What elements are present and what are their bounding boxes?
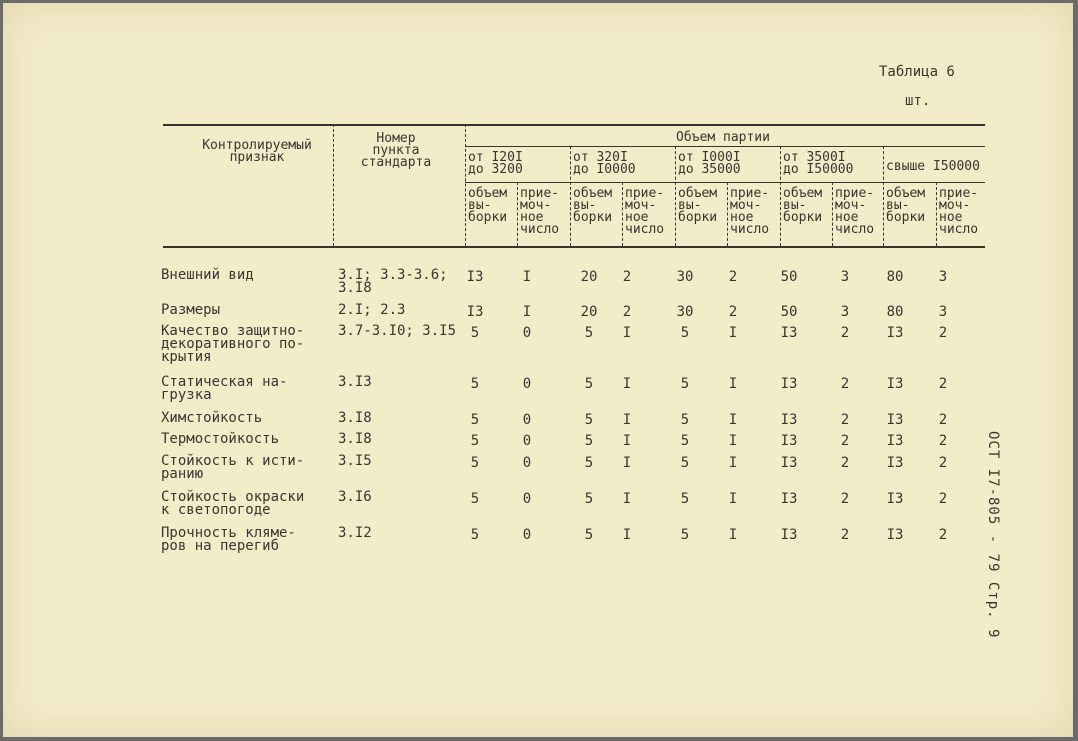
table-cell: I [728, 527, 738, 543]
row-clause: 3.I2 [338, 525, 372, 541]
table-cell: 50 [780, 269, 798, 285]
column-divider [570, 146, 571, 246]
table-cell: I [622, 376, 632, 392]
table-cell: 5 [470, 325, 480, 341]
table-cell: 5 [584, 491, 594, 507]
table-cell: 20 [580, 269, 598, 285]
table-cell: 5 [584, 325, 594, 341]
lot-range-header: свыше I50000 [886, 159, 980, 174]
table-cell: I3 [886, 325, 904, 341]
table-cell: 20 [580, 304, 598, 320]
table-cell: 5 [470, 412, 480, 428]
table-cell: 5 [584, 455, 594, 471]
table-cell: I3 [886, 412, 904, 428]
table-cell: 0 [522, 376, 532, 392]
table-cell: I [728, 491, 738, 507]
table-cell: I3 [780, 455, 798, 471]
column-divider [780, 146, 781, 246]
table-cell: 2 [840, 325, 850, 341]
group-rule [465, 146, 985, 147]
table-cell: 3 [938, 269, 948, 285]
row-clause: 3.7-3.I0; 3.I5 [338, 323, 457, 339]
table-cell: 5 [680, 527, 690, 543]
header-feature: Контролируемый признак [202, 138, 312, 165]
table-cell: 2 [840, 412, 850, 428]
table-cell: I3 [466, 269, 484, 285]
acceptance-number-header: прие- моч- ное число [835, 186, 875, 237]
table-cell: 0 [522, 412, 532, 428]
table-cell: 2 [728, 269, 738, 285]
table-cell: 2 [840, 376, 850, 392]
sample-size-header: объем вы- борки [886, 186, 926, 225]
row-clause: 3.I8 [338, 431, 372, 447]
acceptance-number-header: прие- моч- ное число [520, 186, 560, 237]
table-cell: I3 [886, 376, 904, 392]
column-divider [333, 124, 334, 246]
table-cell: 30 [676, 269, 694, 285]
table-cell: I [622, 455, 632, 471]
table-cell: 5 [680, 412, 690, 428]
table-cell: 3 [938, 304, 948, 320]
table-caption: Таблица 6 [879, 64, 955, 80]
table-cell: I3 [886, 527, 904, 543]
subcolumn-divider [936, 182, 937, 246]
column-divider [675, 146, 676, 246]
table-cell: I [622, 412, 632, 428]
subcolumn-divider [727, 182, 728, 246]
table-cell: 3 [840, 304, 850, 320]
table-cell: 2 [938, 491, 948, 507]
table-cell: 5 [470, 491, 480, 507]
table-cell: 2 [938, 325, 948, 341]
table-cell: 5 [680, 376, 690, 392]
subcolumn-divider [622, 182, 623, 246]
table-cell: I [622, 325, 632, 341]
table-cell: I [728, 412, 738, 428]
standard-reference: ОСТ I7-805 - 79 Стр. 9 [985, 431, 1001, 639]
acceptance-number-header: прие- моч- ное число [939, 186, 979, 237]
row-feature: Размеры [161, 302, 221, 318]
table-cell: I [622, 491, 632, 507]
table-cell: I [522, 269, 532, 285]
table-cell: I [728, 455, 738, 471]
table-cell: 2 [840, 527, 850, 543]
row-feature: Термостойкость [161, 431, 280, 447]
row-clause: 3.I8 [338, 410, 372, 426]
table-cell: 2 [840, 455, 850, 471]
table-cell: 2 [938, 527, 948, 543]
table-cell: 2 [938, 455, 948, 471]
row-clause: 3.I; 3.3-3.6; 3.I8 [338, 267, 448, 296]
table-cell: I [728, 433, 738, 449]
row-feature: Химстойкость [161, 410, 263, 426]
table-cell: I3 [780, 491, 798, 507]
table-cell: I3 [886, 455, 904, 471]
subcolumn-divider [832, 182, 833, 246]
header-lot-size: Объем партии [676, 130, 770, 145]
row-feature: Внешний вид [161, 267, 254, 283]
row-clause: 3.I6 [338, 489, 372, 505]
table-cell: 5 [584, 376, 594, 392]
table-cell: I3 [780, 433, 798, 449]
table-cell: 2 [938, 433, 948, 449]
column-divider [883, 146, 884, 246]
table-cell: 0 [522, 325, 532, 341]
range-rule [465, 182, 985, 183]
row-clause: 2.I; 2.3 [338, 302, 406, 318]
row-feature: Стойкость окраски к светопогоде [161, 489, 305, 518]
unit-label: шт. [905, 93, 931, 109]
table-cell: I3 [780, 412, 798, 428]
table-cell: 5 [680, 455, 690, 471]
header-clause: Номер пункта стандарта [360, 131, 432, 170]
row-feature: Статическая на- грузка [161, 374, 288, 403]
sample-size-header: объем вы- борки [783, 186, 823, 225]
header-bottom-rule [163, 246, 985, 248]
sample-size-header: объем вы- борки [468, 186, 508, 225]
table-cell: I [622, 527, 632, 543]
lot-range-header: от I20I до 3200 [468, 150, 523, 177]
row-clause: 3.I5 [338, 453, 372, 469]
table-cell: 0 [522, 491, 532, 507]
table-cell: 5 [470, 455, 480, 471]
lot-range-header: от I000I до 35000 [678, 150, 741, 177]
row-feature: Стойкость к исти- ранию [161, 453, 305, 482]
table-cell: 5 [680, 433, 690, 449]
document-page [3, 3, 1073, 737]
table-cell: 5 [470, 527, 480, 543]
subcolumn-divider [517, 182, 518, 246]
table-cell: 2 [622, 304, 632, 320]
table-cell: 2 [728, 304, 738, 320]
table-cell: 80 [886, 269, 904, 285]
table-cell: 50 [780, 304, 798, 320]
table-cell: 2 [840, 491, 850, 507]
table-cell: 5 [584, 412, 594, 428]
table-cell: I [622, 433, 632, 449]
table-cell: 2 [840, 433, 850, 449]
sample-size-header: объем вы- борки [573, 186, 613, 225]
table-cell: I [522, 304, 532, 320]
table-cell: I [728, 325, 738, 341]
table-cell: I3 [466, 304, 484, 320]
acceptance-number-header: прие- моч- ное число [625, 186, 665, 237]
table-cell: 5 [584, 527, 594, 543]
table-cell: 80 [886, 304, 904, 320]
table-cell: I3 [780, 325, 798, 341]
table-cell: 5 [680, 491, 690, 507]
table-cell: 5 [584, 433, 594, 449]
acceptance-number-header: прие- моч- ное число [730, 186, 770, 237]
table-cell: 2 [938, 376, 948, 392]
table-cell: 0 [522, 455, 532, 471]
table-top-rule [163, 124, 985, 126]
table-cell: 30 [676, 304, 694, 320]
table-cell: 2 [938, 412, 948, 428]
table-cell: 5 [470, 433, 480, 449]
table-cell: 3 [840, 269, 850, 285]
table-cell: I3 [780, 376, 798, 392]
table-cell: I3 [780, 527, 798, 543]
table-cell: 2 [622, 269, 632, 285]
table-cell: 0 [522, 527, 532, 543]
table-cell: I [728, 376, 738, 392]
row-feature: Качество защитно- декоративного по- крытия [161, 323, 305, 365]
sample-size-header: объем вы- борки [678, 186, 718, 225]
table-cell: 0 [522, 433, 532, 449]
lot-range-header: от 320I до I0000 [573, 150, 636, 177]
table-cell: I3 [886, 433, 904, 449]
row-feature: Прочность кляме- ров на перегиб [161, 525, 296, 554]
column-divider [465, 124, 466, 246]
table-cell: 5 [680, 325, 690, 341]
lot-range-header: от 3500I до I50000 [783, 150, 854, 177]
table-cell: I3 [886, 491, 904, 507]
row-clause: 3.I3 [338, 374, 372, 390]
table-cell: 5 [470, 376, 480, 392]
